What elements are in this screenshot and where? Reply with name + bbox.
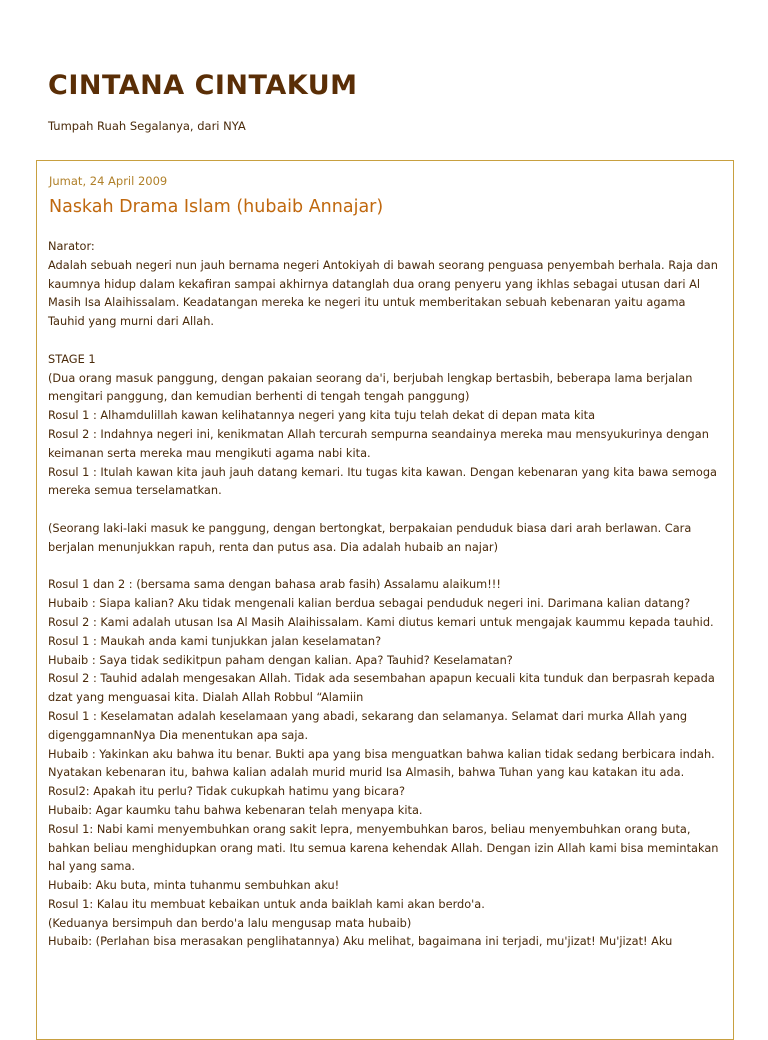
post-title[interactable]: Naskah Drama Islam (hubaib Annajar) — [49, 197, 384, 217]
post-paragraph: Rosul 2 : Kami adalah utusan Isa Al Masih Alaihissalam. Kami diutus kemari untuk mengajak kaummu kepada tauhid. — [48, 614, 714, 629]
post-paragraph: Hubaib : Siapa kalian? Aku tidak mengenali kalian berdua sebagai penduduk negeri ini. Darimana kalian datang? — [48, 596, 691, 611]
post-paragraph: Hubaib: Aku buta, minta tuhanmu sembuhkan aku! — [48, 878, 340, 893]
post-paragraph: (Seorang laki-laki masuk ke panggung, dengan bertongkat, berpakaian penduduk biasa dari arah berlawan. Cara berjalan menunjukkan rapuh, renta dan putus asa. Dia adalah hubaib an najar) — [48, 520, 692, 554]
post-paragraph: Hubaib: Agar kaumku tahu bahwa kebenaran telah menyapa kita. — [48, 802, 423, 817]
blog-title[interactable]: CINTANA CINTAKUM — [48, 70, 358, 101]
post-paragraph: Hubaib: (Perlahan bisa merasakan penglihatannya) Aku melihat, bagaimana ini terjadi, mu'jizat! Mu'jizat! Aku — [48, 934, 673, 949]
post-paragraph: Narator: — [48, 239, 95, 253]
post-paragraph: Rosul 2 : Indahnya negeri ini, kenikmatan Allah tercurah sempurna seandainya mereka mau mensyukurinya dengan keimanan serta mereka mau mengikuti agama nabi kita. — [48, 426, 709, 460]
post-container — [36, 160, 734, 1040]
blog-description: Tumpah Ruah Segalanya, dari NYA — [48, 119, 246, 133]
post-paragraph: STAGE 1 — [48, 351, 96, 366]
post-paragraph: (Dua orang masuk panggung, dengan pakaian seorang da'i, berjubah lengkap bertasbih, beberapa lama berjalan mengitari panggung, dan kemudian berhenti di tengah tengah panggung) — [48, 370, 693, 404]
post-paragraph: Rosul 1: Nabi kami menyembuhkan orang sakit lepra, menyembuhkan baros, beliau menyembuhkan orang buta, bahkan beliau menghidupkan orang mati. Itu semua karena kehendak Allah. Dengan izin Allah kami bisa memintakan hal yang sama. — [48, 821, 719, 874]
post-paragraph: Hubaib : Saya tidak sedikitpun paham dengan kalian. Apa? Tauhid? Keselamatan? — [48, 652, 513, 667]
paragraph-gap — [48, 331, 724, 350]
post-paragraph: Rosul2: Apakah itu perlu? Tidak cukupkah hatimu yang bicara? — [48, 784, 406, 799]
blog-header — [0, 0, 768, 133]
post-paragraph: Rosul 1 : Itulah kawan kita jauh jauh datang kemari. Itu tugas kita kawan. Dengan kebenaran yang kita bawa semoga mereka semua terselamatkan. — [48, 464, 717, 498]
post-paragraph: Rosul 1 dan 2 : (bersama sama dengan bahasa arab fasih) Assalamu alaikum!!! — [48, 577, 501, 592]
post-body — [48, 237, 724, 951]
post-date: Jumat, 24 April 2009 — [49, 174, 168, 188]
paragraph-gap — [48, 557, 724, 576]
post-paragraph: Rosul 1 : Keselamatan adalah keselamaan yang abadi, sekarang dan selamanya. Selamat dari murka Allah yang digenggamnanNya Dia menentukan apa saja. — [48, 708, 688, 742]
post-paragraph: Rosul 2 : Tauhid adalah mengesakan Allah. Tidak ada sesembahan apapun kecuali kita tunduk dan berpasrah kepada dzat yang menguasai kita. Dialah Allah Robbul “Alamiin — [48, 671, 715, 705]
post-paragraph: Hubaib : Yakinkan aku bahwa itu benar. Bukti apa yang bisa menguatkan bahwa kalian tidak sedang berbicara indah. Nyatakan kebenaran itu, bahwa kalian adalah murid murid Isa Almasih, bahwa Tuhan yang kau katakan itu ada. — [48, 746, 715, 780]
post-paragraph: Rosul 1: Kalau itu membuat kebaikan untuk anda baiklah kami akan berdo'a. — [48, 896, 485, 911]
post-paragraph: Rosul 1 : Maukah anda kami tunjukkan jalan keselamatan? — [48, 633, 382, 648]
post-paragraph: Adalah sebuah negeri nun jauh bernama negeri Antokiyah di bawah seorang penguasa penyembah berhala. Raja dan kaumnya hidup dalam kekafiran sampai akhirnya datanglah dua orang penyeru yang ikhlas sebagai utusan dari Al Masih Isa Alaihissalam. Keadatangan mereka ke negeri itu untuk memberitakan sebuah kebenaran yaitu agama Tauhid yang murni dari Allah. — [48, 257, 718, 329]
paragraph-gap — [48, 500, 724, 519]
post-paragraph: (Keduanya bersimpuh dan berdo'a lalu mengusap mata hubaib) — [48, 915, 412, 930]
post-paragraph: Rosul 1 : Alhamdulillah kawan kelihatannya negeri yang kita tuju telah dekat di depan mata kita — [48, 408, 596, 423]
